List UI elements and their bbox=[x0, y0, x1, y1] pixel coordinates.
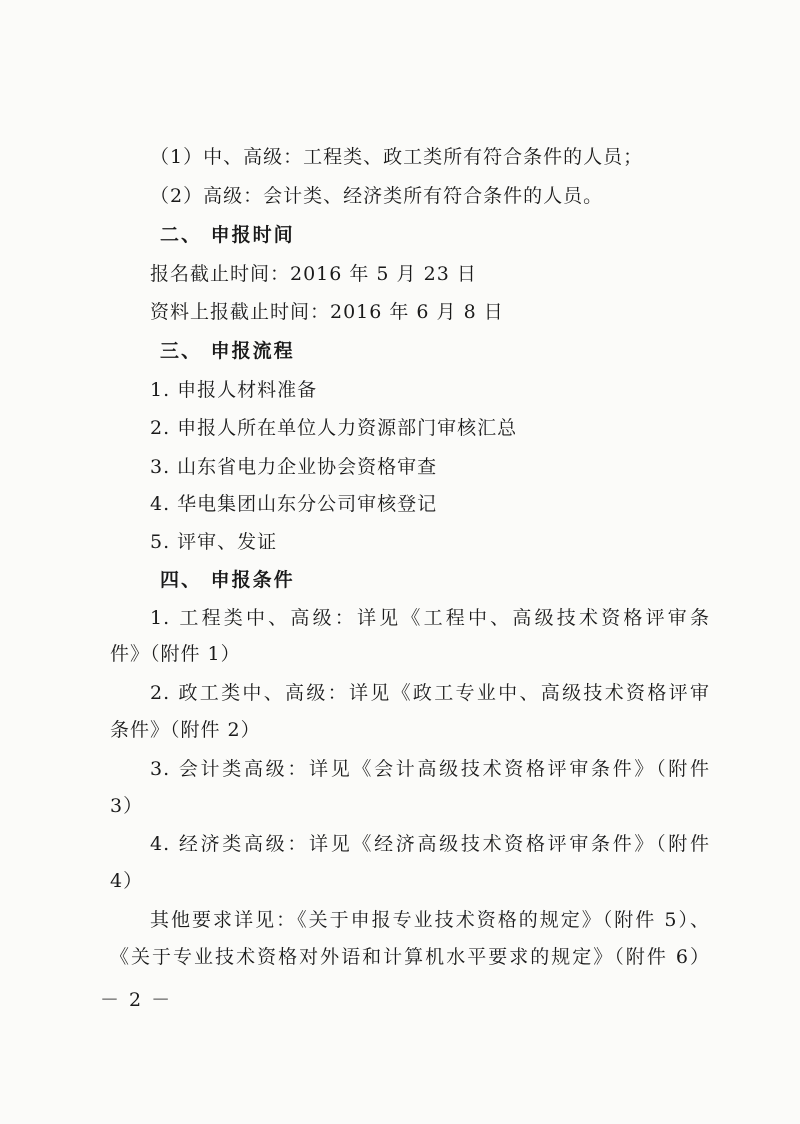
text-line-other-2: 《关于专业技术资格对外语和计算机水平要求的规定》（附件 6） bbox=[110, 946, 710, 968]
text-line-process-3: 3. 山东省电力企业协会资格审查 bbox=[150, 456, 438, 478]
section-heading-conditions: 四、 申报条件 bbox=[160, 569, 295, 591]
text-line-condition-1a: 1. 工程类中、高级：详见《工程中、高级技术资格评审条 bbox=[150, 607, 710, 629]
text-line-condition-2b: 条件》（附件 2） bbox=[110, 719, 261, 741]
text-line-process-5: 5. 评审、发证 bbox=[150, 531, 278, 553]
text-line-condition-4b: 4） bbox=[110, 870, 144, 892]
section-heading-process: 三、 申报流程 bbox=[160, 340, 295, 362]
text-line-condition-4a: 4. 经济类高级：详见《经济高级技术资格评审条件》（附件 bbox=[150, 833, 710, 855]
text-line-deadline-materials: 资料上报截止时间：2016 年 6 月 8 日 bbox=[150, 301, 504, 323]
page-number: － 2 － bbox=[100, 989, 173, 1011]
text-line-condition-3b: 3） bbox=[110, 795, 144, 817]
text-line-process-2: 2. 申报人所在单位人力资源部门审核汇总 bbox=[150, 417, 518, 439]
section-heading-time: 二、 申报时间 bbox=[160, 224, 295, 246]
text-line-condition-3a: 3. 会计类高级：详见《会计高级技术资格评审条件》（附件 bbox=[150, 758, 710, 780]
text-line-process-4: 4. 华电集团山东分公司审核登记 bbox=[150, 493, 438, 515]
text-line-eligibility-1: （1）中、高级：工程类、政工类所有符合条件的人员； bbox=[150, 146, 644, 168]
text-line-condition-2a: 2. 政工类中、高级：详见《政工专业中、高级技术资格评审 bbox=[150, 682, 710, 704]
text-line-condition-1b: 件》（附件 1） bbox=[110, 643, 241, 665]
text-line-deadline-register: 报名截止时间：2016 年 5 月 23 日 bbox=[150, 263, 477, 285]
text-line-process-1: 1. 申报人材料准备 bbox=[150, 379, 318, 401]
text-line-eligibility-2: （2）高级：会计类、经济类所有符合条件的人员。 bbox=[150, 185, 604, 207]
text-line-other-1: 其他要求详见：《关于申报专业技术资格的规定》（附件 5）、 bbox=[150, 909, 710, 931]
